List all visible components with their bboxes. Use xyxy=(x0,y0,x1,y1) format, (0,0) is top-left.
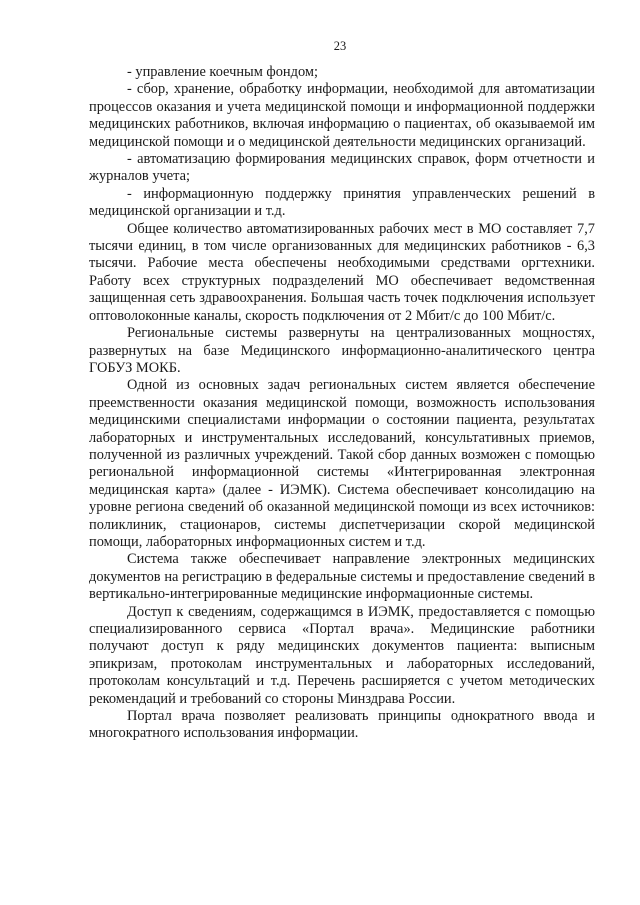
paragraph-doctor-portal-access: Доступ к сведениям, содержащимся в ИЭМК, предоставляется с помощью специализированного сервиса «Портал врача». Медицинские работники получают доступ к ряду медицинских документов пациента: выписным эпикризам, протоколам инструментальных и лабораторных исследований, протоколам консультаций и т.д. Перечень расширяется с учетом методических рекомендаций и требований со стороны Минздрава России. xyxy=(89,603,595,707)
list-item-data-collection: - сбор, хранение, обработку информации, необходимой для автоматизации процессов оказания и учета медицинской помощи и информационной поддержки медицинских работников, включая информацию о пациентах, об оказываемой им медицинской помощи и о медицинской деятельности медицинских организаций. xyxy=(89,81,595,150)
page-number: 23 xyxy=(333,39,347,53)
list-item-decision-support: - информационную поддержку принятия управленческих решений в медицинской организации и т.д. xyxy=(89,185,595,220)
paragraph-doctor-portal-principles: Портал врача позволяет реализовать принципы однократного ввода и многократного использования информации. xyxy=(89,708,595,742)
paragraph-regional-systems: Региональные системы развернуты на централизованных мощностях, развернутых на базе Медицинского информационно-аналитического центра ГОБУЗ МОКБ. xyxy=(89,325,595,376)
list-item-bed-fund: - управление коечным фондом; xyxy=(127,64,318,80)
body-text xyxy=(89,64,595,743)
paragraph-iemk: Одной из основных задач региональных систем является обеспечение преемственности оказания медицинской помощи, возможность использования медицинскими специалистами информации о состоянии пациента, результатах лабораторных и инструментальных исследований, консультативных приемов, полученной из различных учреждений. Такой сбор данных возможен с помощью региональной информационной системы «Интегрированная электронная медицинская карта» (далее - ИЭМК). Система обеспечивает консолидацию на уровне региона сведений об оказанной медицинской помощи из всех источников: поликлиник, стационаров, системы диспетчеризации скорой медицинской помощи, лабораторных информационных систем и т.д. xyxy=(89,377,595,550)
paragraph-federal-systems: Система также обеспечивает направление электронных медицинских документов на регистрацию в федеральные системы и предоставление сведений в вертикально-интегрированные медицинские информационные системы. xyxy=(89,551,595,603)
paragraph-workstations: Общее количество автоматизированных рабочих мест в МО составляет 7,7 тысячи единиц, в том числе организованных для медицинских работников - 6,3 тысячи. Рабочие места обеспечены необходимыми средствами оргтехники. Работу всех структурных подразделений МО обеспечивает ведомственная защищенная сеть здравоохранения. Большая часть точек подключения использует оптоволоконные каналы, скорость подключения от 2 Мбит/с до 100 Мбит/с. xyxy=(89,220,595,324)
list-item-reporting-automation: - автоматизацию формирования медицинских справок, форм отчетности и журналов учета; xyxy=(89,151,595,185)
